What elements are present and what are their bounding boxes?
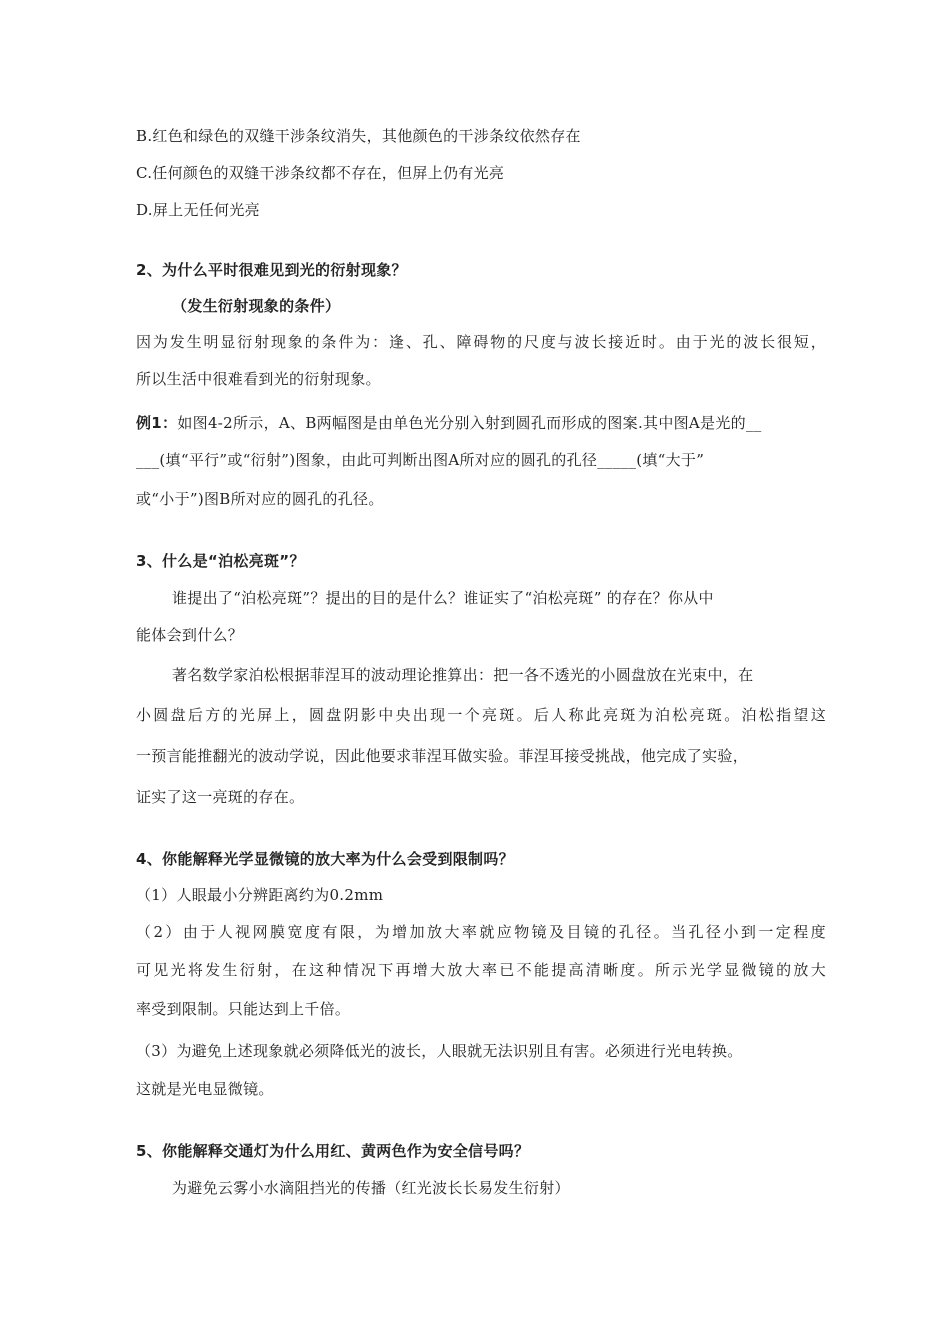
q2-example-text-1: 如图4-2所示，A、B两幅图是由单色光分别入射到圆孔而形成的图案.其中图A是光的__ (177, 414, 762, 432)
q2-example-line-3: 或“小于”)图B所对应的圆孔的孔径。 (136, 490, 384, 508)
q2-answer-line-1: 因为发生明显衍射现象的条件为：逢、孔、障碍物的尺度与波长接近时。由于光的波长很短， (136, 333, 826, 351)
q2-subheading: （发生衍射现象的条件） (172, 297, 341, 315)
q3-answer-line-3: 一预言能推翻光的波动学说，因此他要求菲涅耳做实验。菲涅耳接受挑战，他完成了实验， (136, 747, 749, 765)
q2-heading: 2、为什么平时很难见到光的衍射现象？ (136, 261, 407, 279)
q3-answer-line-1: 著名数学家泊松根据菲涅耳的波动理论推算出：把一各不透光的小圆盘放在光束中，在 (172, 666, 754, 684)
q3-question-line-2: 能体会到什么？ (136, 626, 244, 644)
q2-answer-line-2: 所以生活中很难看到光的衍射现象。 (136, 370, 381, 388)
q3-answer-line-4: 证实了这一亮斑的存在。 (136, 788, 305, 806)
q2-example-line-1 (136, 412, 826, 434)
q4-line-6: 这就是光电显微镜。 (136, 1080, 274, 1098)
q4-line-3: 可见光将发生衍射，在这种情况下再增大放大率已不能提高清晰度。所示光学显微镜的放大 (136, 961, 826, 979)
q4-heading: 4、你能解释光学显微镜的放大率为什么会受到限制吗？ (136, 850, 514, 868)
option-b: B.红色和绿色的双缝干涉条纹消失，其他颜色的干涉条纹依然存在 (136, 127, 581, 145)
q3-heading: 3、什么是“泊松亮斑”？ (136, 552, 305, 570)
option-d: D.屏上无任何光亮 (136, 201, 260, 219)
q3-question-line-1: 谁提出了“泊松亮斑”？提出的目的是什么？谁证实了“泊松亮斑” 的存在？你从中 (172, 589, 714, 607)
q4-line-1: （1）人眼最小分辨距离约为0.2mm (136, 886, 384, 904)
q4-line-5: （3）为避免上述现象就必须降低光的波长，人眼就无法识别且有害。必须进行光电转换。 (136, 1042, 743, 1060)
q4-line-4: 率受到限制。只能达到上千倍。 (136, 1000, 351, 1018)
option-c: C.任何颜色的双缝干涉条纹都不存在，但屏上仍有光亮 (136, 164, 505, 182)
q5-heading: 5、你能解释交通灯为什么用红、黄两色作为安全信号吗？ (136, 1142, 530, 1160)
example-label: 例1： (136, 414, 178, 432)
q5-answer: 为避免云雾小水滴阻挡光的传播（红光波长长易发生衍射） (172, 1179, 570, 1197)
q3-answer-line-2: 小圆盘后方的光屏上，圆盘阴影中央出现一个亮斑。后人称此亮斑为泊松亮斑。泊松指望这 (136, 706, 826, 724)
q2-example-line-2: ___(填“平行”或“衍射”)图象，由此可判断出图A所对应的圆孔的孔径_____(填“大于” (136, 451, 705, 469)
q4-line-2: （2）由于人视网膜宽度有限，为增加放大率就应物镜及目镜的孔径。当孔径小到一定程度 (136, 923, 826, 941)
